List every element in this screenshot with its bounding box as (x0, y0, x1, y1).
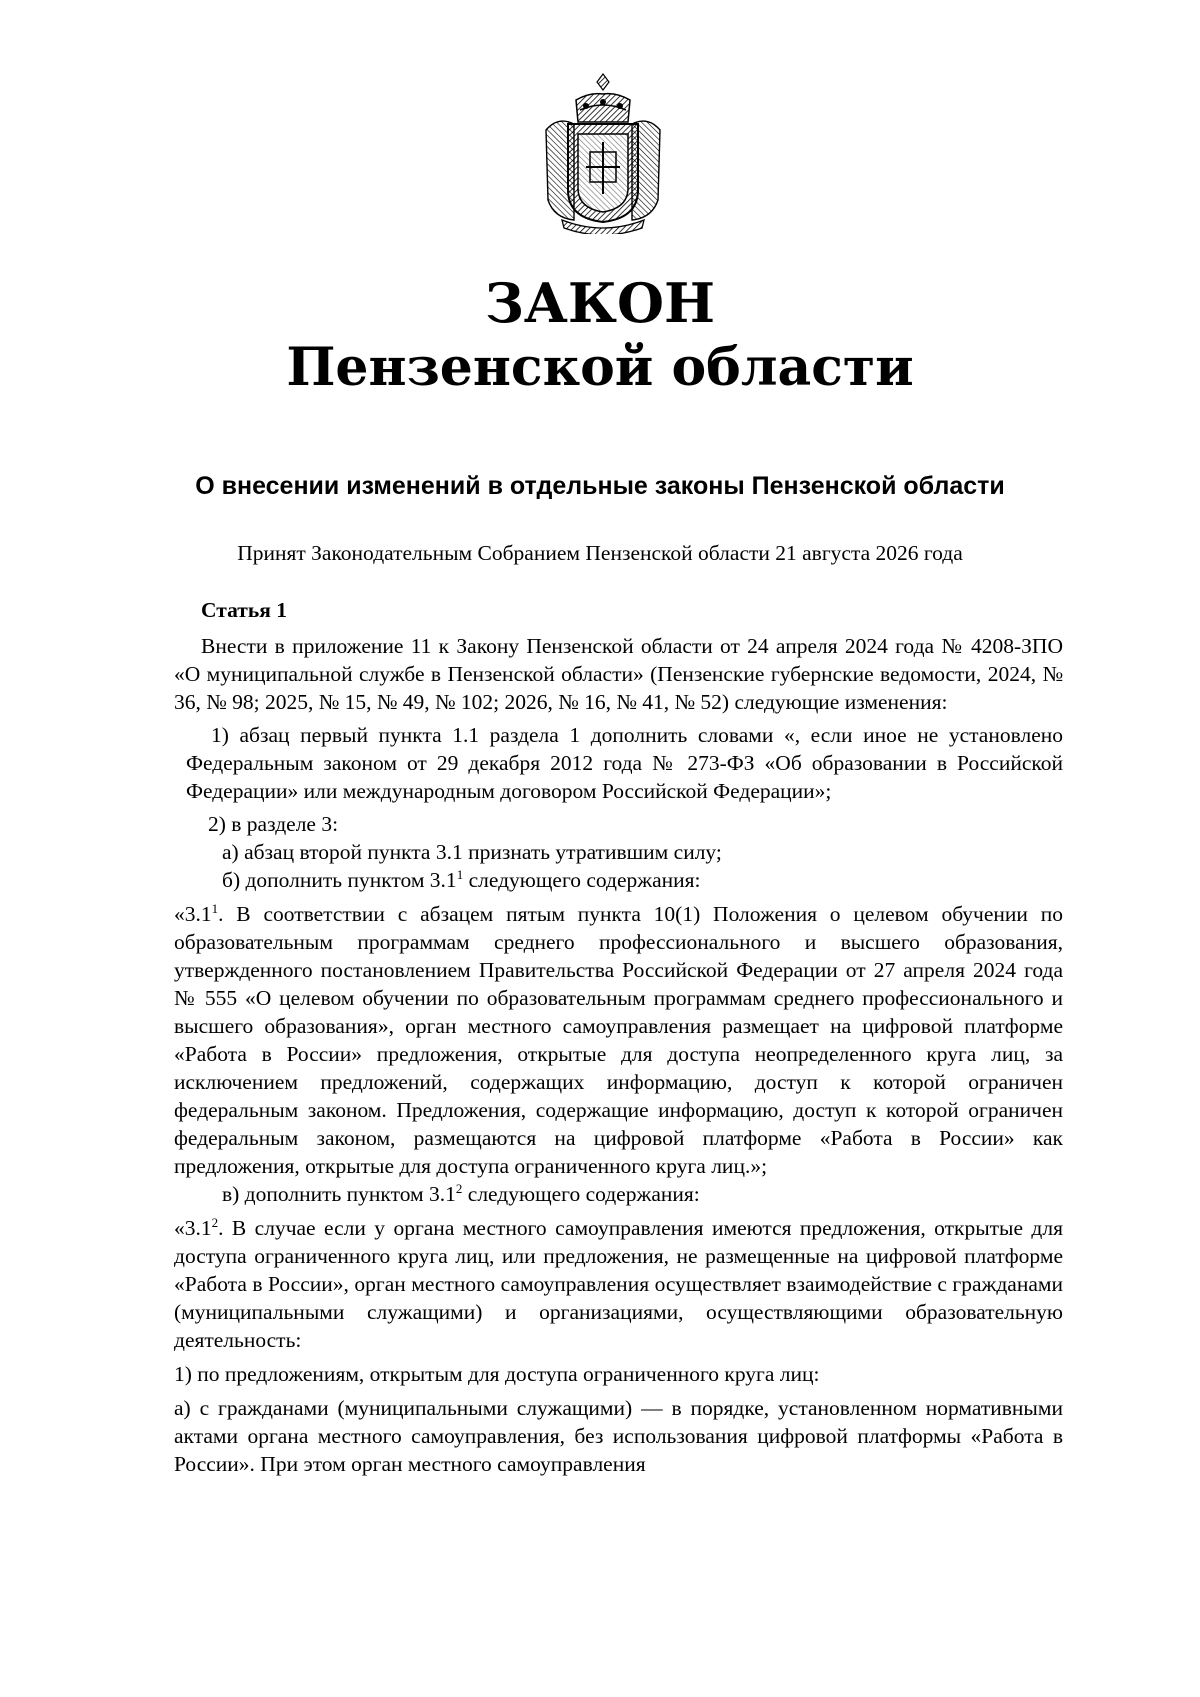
subitem-v-text: в) дополнить пунктом 3.1 (222, 1182, 456, 1206)
clause-superscript: 1 (211, 900, 219, 916)
article-title: Статья 1 (201, 598, 287, 622)
document-title: ЗАКОН (484, 271, 716, 335)
clause-number: «3.1 (174, 1216, 212, 1240)
adoption-note: Принят Законодательным Собранием Пензенской области 21 августа 2026 года (237, 541, 963, 565)
clause-text: . В случае если у органа местного самоуправления имеются предложения, открытые для доступа ограниченного круга лиц, или предложения, не размещенные на цифровой платформе «Работа в России», орган местного самоуправления осуществляет взаимодействие с гражданами (муниципальными служащими) и организациями, осуществляющими образовательную деятельность: (174, 1216, 1063, 1352)
amendment-item-1: 1) абзац первый пункта 1.1 раздела 1 дополнить словами «, если иное не установлено Федеральным законом от 29 декабря 2012 года № 273-ФЗ «Об образовании в Российской Федерации» или международным договором Российской Федерации»; (186, 723, 1063, 803)
subitem-v-text-end: следующего содержания: (462, 1182, 700, 1206)
subitem-b (174, 866, 1063, 894)
coat-of-arms-emblem (538, 70, 668, 234)
subitem-b-text-end: следующего содержания: (463, 868, 701, 892)
quoted-clause-3-1-2 (174, 1214, 1063, 1354)
law-heading: О внесении изменений в отдельные законы Пензенской области (195, 472, 1005, 500)
clause-point-1a: а) с гражданами (муниципальными служащими) — в порядке, установленном нормативными актами органа местного самоуправления, без использования цифровой платформы «Работа в России». При этом орган местного самоуправления (174, 1396, 1063, 1476)
subitem-b-text: б) дополнить пунктом 3.1 (222, 868, 457, 892)
subitem-b-superscript: 1 (456, 866, 464, 882)
clause-number: «3.1 (174, 902, 212, 926)
subitem-a: а) абзац второй пункта 3.1 признать утратившим силу; (222, 840, 722, 864)
subitem-v-superscript: 2 (455, 1180, 463, 1196)
clause-superscript: 2 (211, 1214, 219, 1230)
clause-text: . В соответствии с абзацем пятым пункта 10(1) Положения о целевом обучении по образовательным программам среднего профессионального и высшего образования, утвержденного постановлением Правительства Российской Федерации от 27 апреля 2024 года № 555 «О целевом обучении по образовательным программам среднего профессионального и высшего образования», орган местного самоуправления размещает на цифровой платформе «Работа в России» предложения, открытые для доступа неопределенного круга лиц, за исключением предложений, содержащих информацию, доступ к которой ограничен федеральным законом. Предложения, содержащие информацию, доступ к которой ограничен федеральным законом, размещаются на цифровой платформе «Работа в России» как предложения, открытые для доступа ограниченного круга лиц.»; (174, 902, 1063, 1178)
article-intro-paragraph: Внести в приложение 11 к Закону Пензенской области от 24 апреля 2024 года № 4208-ЗПО «О муниципальной службе в Пензенской области» (Пензенские губернские ведомости, 2024, № 36, № 98; 2025, № 15, № 49, № 102; 2026, № 16, № 41, № 52) следующие изменения: (174, 634, 1063, 714)
quoted-clause-3-1-1 (174, 900, 1063, 1180)
document-subtitle: Пензенской области (286, 337, 914, 398)
clause-point-1: 1) по предложениям, открытым для доступа ограниченного круга лиц: (174, 1362, 820, 1386)
document-body (174, 596, 1063, 1478)
amendment-item-2: 2) в разделе 3: (208, 812, 339, 836)
subitem-v (174, 1180, 1063, 1208)
